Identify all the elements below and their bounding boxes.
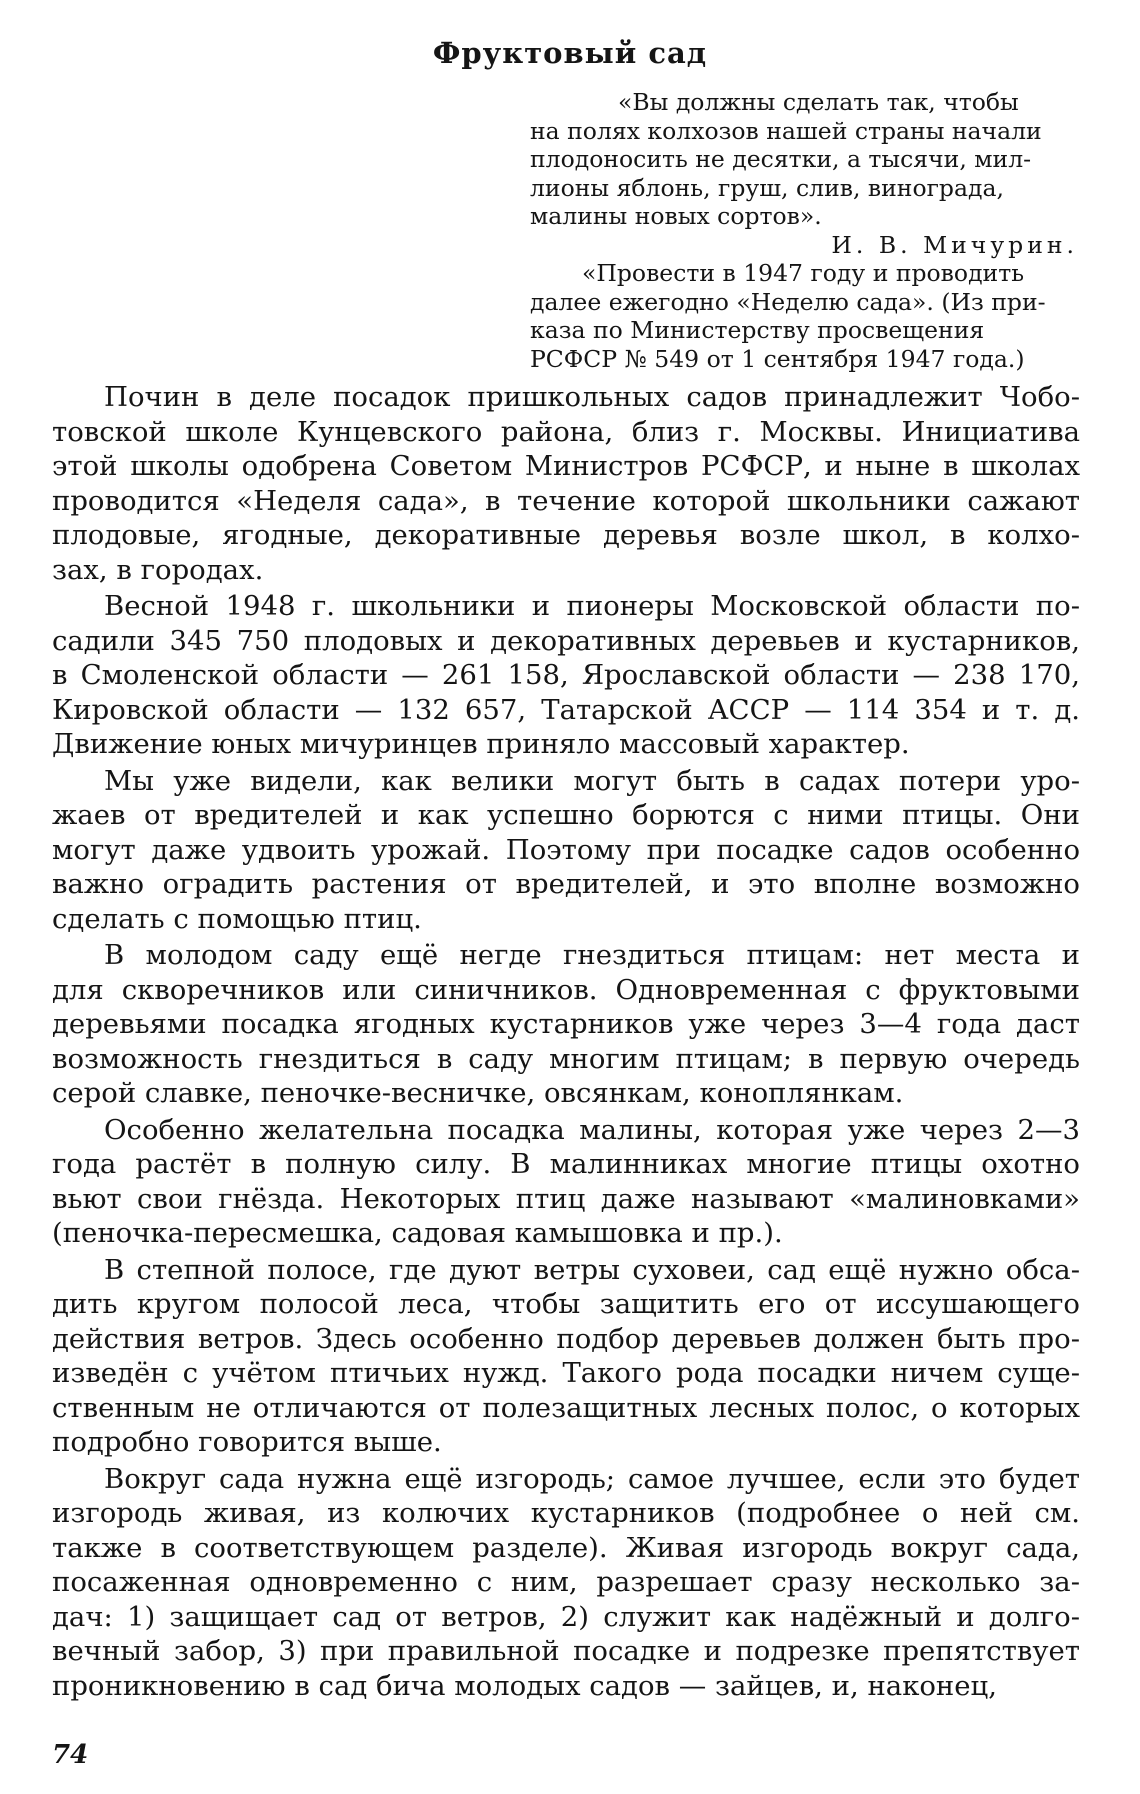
text-line: этой школы одобрена Советом Министров РСФСР, и ныне в школах	[52, 450, 1080, 482]
text-line: изгородь живая, из колючих кустарников (подробнее о ней см.	[52, 1497, 1080, 1529]
paragraph	[52, 1253, 1080, 1460]
text-line: важно оградить растения от вредителей, и это вполне возможно	[52, 868, 1080, 900]
epigraph-line: «Провести в 1947 году и проводить	[582, 259, 1024, 287]
text-line: серой славке, пеночке-весничке, овсянкам, коноплянкам.	[52, 1077, 904, 1109]
text-line: Почин в деле посадок пришкольных садов принадлежит Чобо-	[104, 381, 1080, 413]
paragraph	[52, 938, 1080, 1111]
paragraph	[52, 380, 1080, 587]
epigraph-line: далее ежегодно «Неделю сада». (Из при-	[530, 287, 1046, 316]
text-line: плодовые, ягодные, декоративные деревья возле школ, в колхо-	[52, 519, 1080, 551]
text-line: могут даже удвоить урожай. Поэтому при посадке садов особенно	[52, 833, 1080, 866]
text-line: проводится «Неделя сада», в течение которой школьники сажают	[52, 484, 1080, 517]
epigraph-line: плодоносить не десятки, а тысячи, мил-	[530, 145, 1032, 173]
epigraph-line: малины новых сортов».	[530, 202, 822, 230]
text-line: ственным не отличаются от полезащитных лесных полос, о которых	[52, 1391, 1080, 1424]
text-line: Мы уже видели, как велики могут быть в садах потери уро-	[104, 764, 1080, 797]
text-line: в Смоленской области — 261 158, Ярославской области — 238 170,	[52, 659, 1080, 691]
paragraph	[52, 589, 1080, 762]
body-text	[52, 380, 1080, 1703]
text-line: зах, в городах.	[52, 553, 264, 586]
text-line: года растёт в полную силу. В малинниках многие птицы охотно	[52, 1148, 1080, 1180]
text-line: Особенно желательна посадка малины, которая уже через 2—3	[104, 1113, 1080, 1146]
text-line: Вокруг сада нужна ещё изгородь; самое лучшее, если это будет	[104, 1462, 1080, 1495]
paragraph	[52, 1462, 1080, 1704]
text-line: проникновению в сад бича молодых садов — зайцев, и, наконец,	[52, 1669, 997, 1702]
text-line: также в соответствующем разделе). Живая изгородь вокруг сада,	[52, 1531, 1080, 1564]
text-line: деревьями посадка ягодных кустарников уже через 3—4 года даст	[52, 1008, 1080, 1040]
text-line: дач: 1) защищает сад от ветров, 2) служит как надёжный и долго-	[52, 1600, 1080, 1633]
text-line: вьют свои гнёзда. Некоторых птиц даже называют «малиновками»	[52, 1182, 1080, 1215]
text-line: В молодом саду ещё негде гнездиться птицам: нет места и	[104, 939, 1080, 971]
text-line: дить кругом полосой леса, чтобы защитить его от иссушающего	[52, 1288, 1080, 1320]
text-line: В степной полосе, где дуют ветры суховеи, сад ещё нужно обса-	[104, 1253, 1080, 1286]
text-line: товской школе Кунцевского района, близ г. Москвы. Инициатива	[52, 415, 1080, 448]
paragraph	[52, 1113, 1080, 1251]
epigraph-line: «Вы должны сделать так, чтобы	[618, 88, 1019, 116]
text-line: Кировской области — 132 657, Татарской АССР — 114 354 и т. д.	[52, 693, 1080, 726]
page-number: 74	[52, 1740, 89, 1770]
epigraph-author: И. В. Мичурин.	[831, 230, 1078, 259]
text-line: для скворечников или синичников. Одновременная с фруктовыми	[52, 973, 1080, 1006]
text-line: действия ветров. Здесь особенно подбор деревьев должен быть про-	[52, 1322, 1080, 1355]
epigraph-line: РСФСР № 549 от 1 сентября 1947 года.)	[530, 344, 1025, 373]
text-line: возможность гнездиться в саду многим птицам; в первую очередь	[52, 1042, 1080, 1075]
epigraph-line: каза по Министерству просвещения	[530, 316, 985, 344]
text-line: жаев от вредителей и как успешно борются с ними птицы. Они	[52, 799, 1080, 831]
text-line: Весной 1948 г. школьники и пионеры Московской области по-	[104, 590, 1080, 622]
epigraph	[530, 88, 1078, 373]
text-line: садили 345 750 плодовых и декоративных деревьев и кустарников,	[52, 624, 1080, 657]
paragraph	[52, 764, 1080, 937]
text-line: изведён с учётом птичьих нужд. Такого рода посадки ничем суще-	[52, 1357, 1080, 1389]
text-line: (пеночка-пересмешка, садовая камышовка и пр.).	[52, 1217, 783, 1249]
text-line: посаженная одновременно с ним, разрешает сразу несколько за-	[52, 1566, 1080, 1598]
text-line: вечный забор, 3) при правильной посадке и подрезке препятствует	[52, 1635, 1080, 1667]
page-title: Фруктовый сад	[432, 36, 708, 70]
epigraph-line: на полях колхозов нашей страны начали	[530, 116, 1042, 145]
text-line: Движение юных мичуринцев приняло массовый характер.	[52, 728, 910, 760]
text-line: подробно говорится выше.	[52, 1426, 442, 1458]
epigraph-line: лионы яблонь, груш, слив, винограда,	[530, 173, 1004, 202]
text-line: сделать с помощью птиц.	[52, 902, 422, 935]
